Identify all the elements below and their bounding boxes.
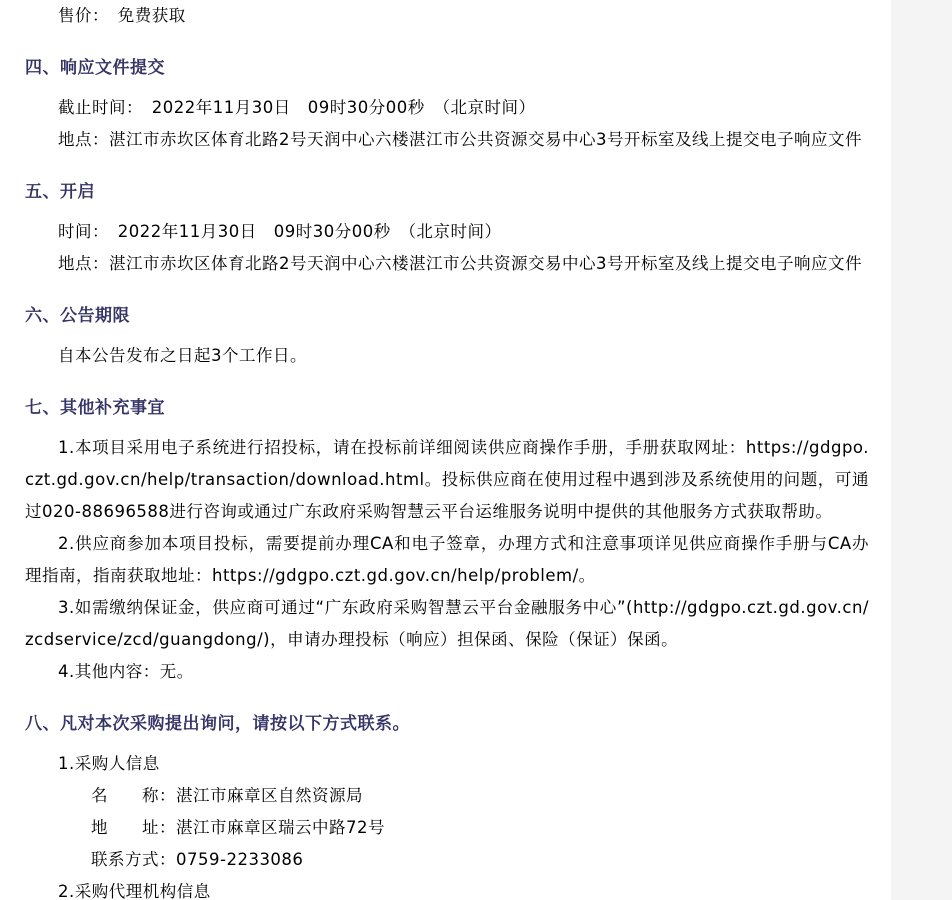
- document-body: [25, 56, 869, 900]
- section-contact: [25, 712, 869, 900]
- right-gutter: [891, 0, 952, 900]
- opening-location-line: 地点：湛江市赤坎区体育北路2号天润中心六楼湛江市公共资源交易中心3号开标室及线上提交电子响应文件: [58, 254, 862, 273]
- buyer-address-line: 地 址：湛江市麻章区瑞云中路72号: [91, 818, 385, 837]
- submission-location-line: 地点：湛江市赤坎区体育北路2号天润中心六楼湛江市公共资源交易中心3号开标室及线上提交电子响应文件: [58, 130, 862, 149]
- section-title: 四、响应文件提交: [25, 58, 165, 78]
- agency-info-heading: 2.采购代理机构信息: [58, 882, 211, 900]
- section-response-submission: [25, 56, 869, 156]
- other-matters-item-4: 4.其他内容：无。: [58, 662, 194, 681]
- section-title: 五、开启: [25, 182, 95, 202]
- other-matters-item-3: 3.如需缴纳保证金，供应商可通过“广东政府采购智慧云平台金融服务中心”(http://gdgpo.czt.gd.gov.cn/zcdservice/zcd/guangdong/)，申请办理投标（响应）担保函、保险（保证）保函。: [25, 598, 869, 649]
- section-title: 六、公告期限: [25, 306, 130, 326]
- buyer-name-line: 名 称：湛江市麻章区自然资源局: [91, 786, 363, 805]
- opening-time-line: 时间： 2022年11月30日 09时30分00秒 （北京时间）: [58, 222, 502, 241]
- section-opening: [25, 180, 869, 280]
- section-announcement-period: [25, 304, 869, 372]
- section-title: 七、其他补充事宜: [25, 398, 165, 418]
- section-title: 八、凡对本次采购提出询问，请按以下方式联系。: [25, 714, 410, 734]
- announcement-period-line: 自本公告发布之日起3个工作日。: [58, 346, 307, 365]
- other-matters-item-1: 1.本项目采用电子系统进行招投标，请在投标前详细阅读供应商操作手册，手册获取网址：https://gdgpo.czt.gd.gov.cn/help/transaction/download.html。投标供应商在使用过程中遇到涉及系统使用的问题，可通过020-88696588进行咨询或通过广东政府采购智慧云平台运维服务说明中提供的其他服务方式获取帮助。: [25, 438, 869, 521]
- price-line: 售价： 免费获取: [58, 6, 186, 25]
- other-matters-item-2: 2.供应商参加本项目投标，需要提前办理CA和电子签章，办理方式和注意事项详见供应商操作手册与CA办理指南，指南获取地址：https://gdgpo.czt.gd.gov.cn/help/problem/。: [25, 534, 869, 585]
- buyer-info-heading: 1.采购人信息: [58, 754, 160, 773]
- buyer-phone-line: 联系方式：0759-2233086: [91, 850, 304, 869]
- section-other-matters: [25, 396, 869, 688]
- deadline-line: 截止时间： 2022年11月30日 09时30分00秒 （北京时间）: [58, 98, 536, 117]
